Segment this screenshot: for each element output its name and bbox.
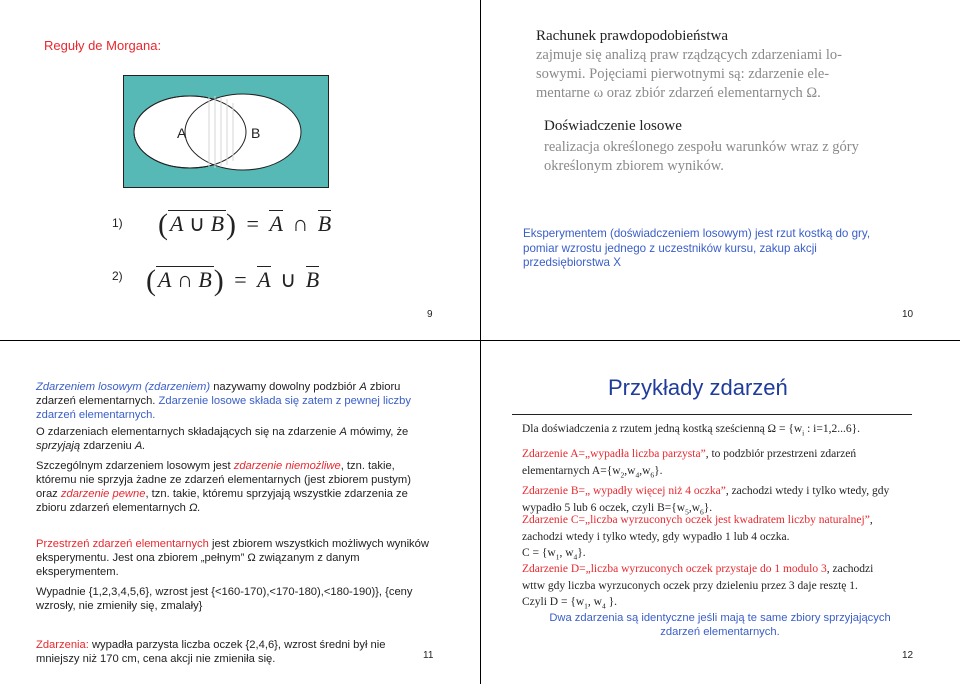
slide11-para1: Zdarzeniem losowym (zdarzeniem) nazywamy dowolny podzbiór A zbioru zdarzeń elementarnych. Zdarzenie losowe składa się zatem z pewnej liczby zdarzeń elementarnych. xyxy=(36,381,411,421)
slide10-para2: realizacja określonego zespołu warunków wraz z góry określonym zbiorem wyników. xyxy=(544,139,859,174)
law2-formula: (A ∩ B) = A ∪ B xyxy=(146,264,320,297)
slide12-note: Dwa zdarzenia są identyczne jeśli mają te same zbiory sprzyjających zdarzeń elementarnych. xyxy=(549,612,891,638)
slide12-example-c: Zdarzenie C=„liczba wyrzuconych oczek jest kwadratem liczby naturalnej”, zachodzi wtedy i tylko wtedy, gdy wypadło 1 lub 4 oczka. $C = \{w_1$, $w_4$}. xyxy=(522,514,873,562)
slide9-title: Reguły de Morgana: xyxy=(44,38,162,53)
slide11-para4: Przestrzeń zdarzeń elementarnych jest zbiorem wszystkich możliwych wyników eksperymentu. Jest ona zbiorem „pełnym” Ω związanym z danym eksperymentem. xyxy=(36,538,429,578)
slide10-para1: zajmuje się analizą praw rządzących zdarzeniami lo- sowymi. Pojęciami pierwotnymi są: zdarzenie ele- mentarne ω oraz zbiór zdarzeń elementarnych Ω. xyxy=(536,47,842,101)
vertical-divider xyxy=(480,0,481,684)
page-number-10: 10 xyxy=(902,309,914,320)
venn-label-b: B xyxy=(251,125,261,141)
venn-diagram xyxy=(123,75,329,188)
slide12-intro: Dla doświadczenia z rzutem jedną kostką sześcienną $\Omega = \{w_i$ : i=1,2...6}. xyxy=(522,423,861,438)
slide10-heading2: Doświadczenie losowe xyxy=(544,118,682,134)
slide12-title-underline xyxy=(512,414,912,415)
slide10-heading1: Rachunek prawdopodobieństwa xyxy=(536,28,729,44)
venn-label-a: A xyxy=(177,125,187,141)
law2-number: 2) xyxy=(112,269,123,283)
page-number-9: 9 xyxy=(427,309,433,320)
slide11-para5: Wypadnie {1,2,3,4,5,6}, wzrost jest {<160-170),<170-180),<180-190)}, {ceny wzrosły, nie zmieniły się, zmalały} xyxy=(36,586,413,612)
page-number-11: 11 xyxy=(423,650,434,661)
page-number-12: 12 xyxy=(902,650,914,661)
slide11-para6: Zdarzenia: wypadła parzysta liczba oczek {2,4,6}, wzrost średni był nie mniejszy niż 170 cm, cena akcji nie zmieniła się. xyxy=(36,639,386,665)
slide10-experiment-text: Eksperymentem (doświadczeniem losowym) jest rzut kostką do gry, pomiar wzrostu jednego z uczestników kursu, zakup akcji przedsiębiorstwa X xyxy=(523,227,871,269)
slide12-example-d: Zdarzenie D=„liczba wyrzuconych oczek przystaje do 1 modulo 3, zachodzi wttw gdy liczba wyrzuconych oczek przy dzieleniu przez 3 daje resztę 1. Czyli $D = \{w_1$, $w_4$ }. xyxy=(522,563,874,611)
slide12-title: Przykłady zdarzeń xyxy=(608,375,788,400)
law1-number: 1) xyxy=(112,216,123,230)
law1-formula: (A ∪ B) = A ∩ B xyxy=(158,208,332,241)
slide11-para3: Szczególnym zdarzeniem losowym jest zdarzenie niemożliwe, tzn. takie, któremu nie sprzyja żadne ze zdarzeń elementarnych (jest zbiorem pustym) oraz zdarzenie pewne, tzn. takie, któremu sprzyjają wszystkie zdarzenia ze zbioru zdarzeń elementarnych Ω. xyxy=(36,460,411,514)
slide11-para2: O zdarzeniach elementarnych składających się na zdarzenie A mówimy, że sprzyjają zdarzeniu A. xyxy=(36,426,409,452)
slide12-example-a: Zdarzenie A=„wypadła liczba parzysta”, to podzbiór przestrzeni zdarzeń elementarnych $A=\{w_2,w_4,w_6\}$. Zdarzenie B=„ wypadły więcej niż 4 oczka”, zachodzi wtedy i tylko wtedy, gdy wypadło 5 lub 6 oczek, czyli $B=\{w_5,w_6\}$. xyxy=(522,448,890,517)
